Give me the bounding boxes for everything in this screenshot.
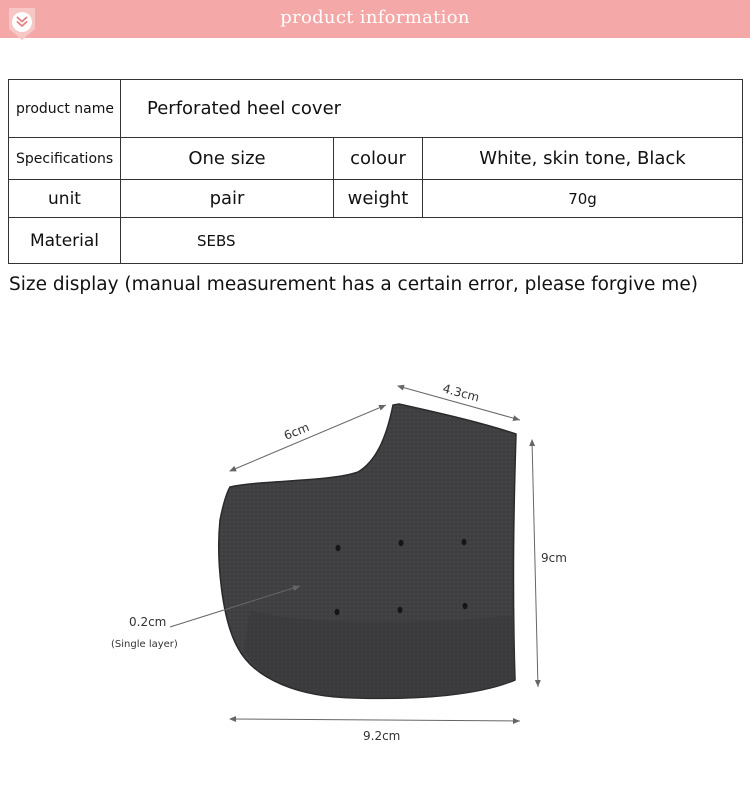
unit-value: pair — [121, 180, 334, 218]
material-label: Material — [9, 218, 121, 264]
table-row — [9, 80, 743, 138]
specifications-label: Specifications — [9, 138, 121, 180]
specifications-value: One size — [121, 138, 334, 180]
slant-length-dimension-line — [230, 405, 386, 471]
unit-label: unit — [9, 180, 121, 218]
header-banner — [0, 0, 750, 38]
material-value: SEBS — [121, 218, 743, 264]
product-name-value: Perforated heel cover — [121, 80, 743, 138]
colour-value: White, skin tone, Black — [423, 138, 743, 180]
slant-length-label: 6cm — [281, 420, 312, 443]
table-row — [9, 180, 743, 218]
colour-label: colour — [334, 138, 423, 180]
size-diagram — [0, 300, 750, 797]
top-width-label: 4.3cm — [441, 381, 481, 405]
weight-value: 70g — [423, 180, 743, 218]
size-display-caption: Size display (manual measurement has a certain error, please forgive me) — [9, 274, 698, 295]
height-dimension-line — [532, 440, 538, 687]
table-row — [9, 218, 743, 264]
product-name-label: product name — [9, 80, 121, 138]
thickness-note: (Single layer) — [111, 639, 178, 650]
table-row — [9, 138, 743, 180]
height-label: 9cm — [541, 551, 567, 565]
bottom-width-dimension-line — [230, 719, 520, 721]
weight-label: weight — [334, 180, 423, 218]
thickness-label: 0.2cm — [129, 615, 167, 629]
bottom-width-label: 9.2cm — [363, 729, 401, 743]
spec-table — [8, 79, 743, 264]
page-title: product information — [280, 7, 470, 28]
